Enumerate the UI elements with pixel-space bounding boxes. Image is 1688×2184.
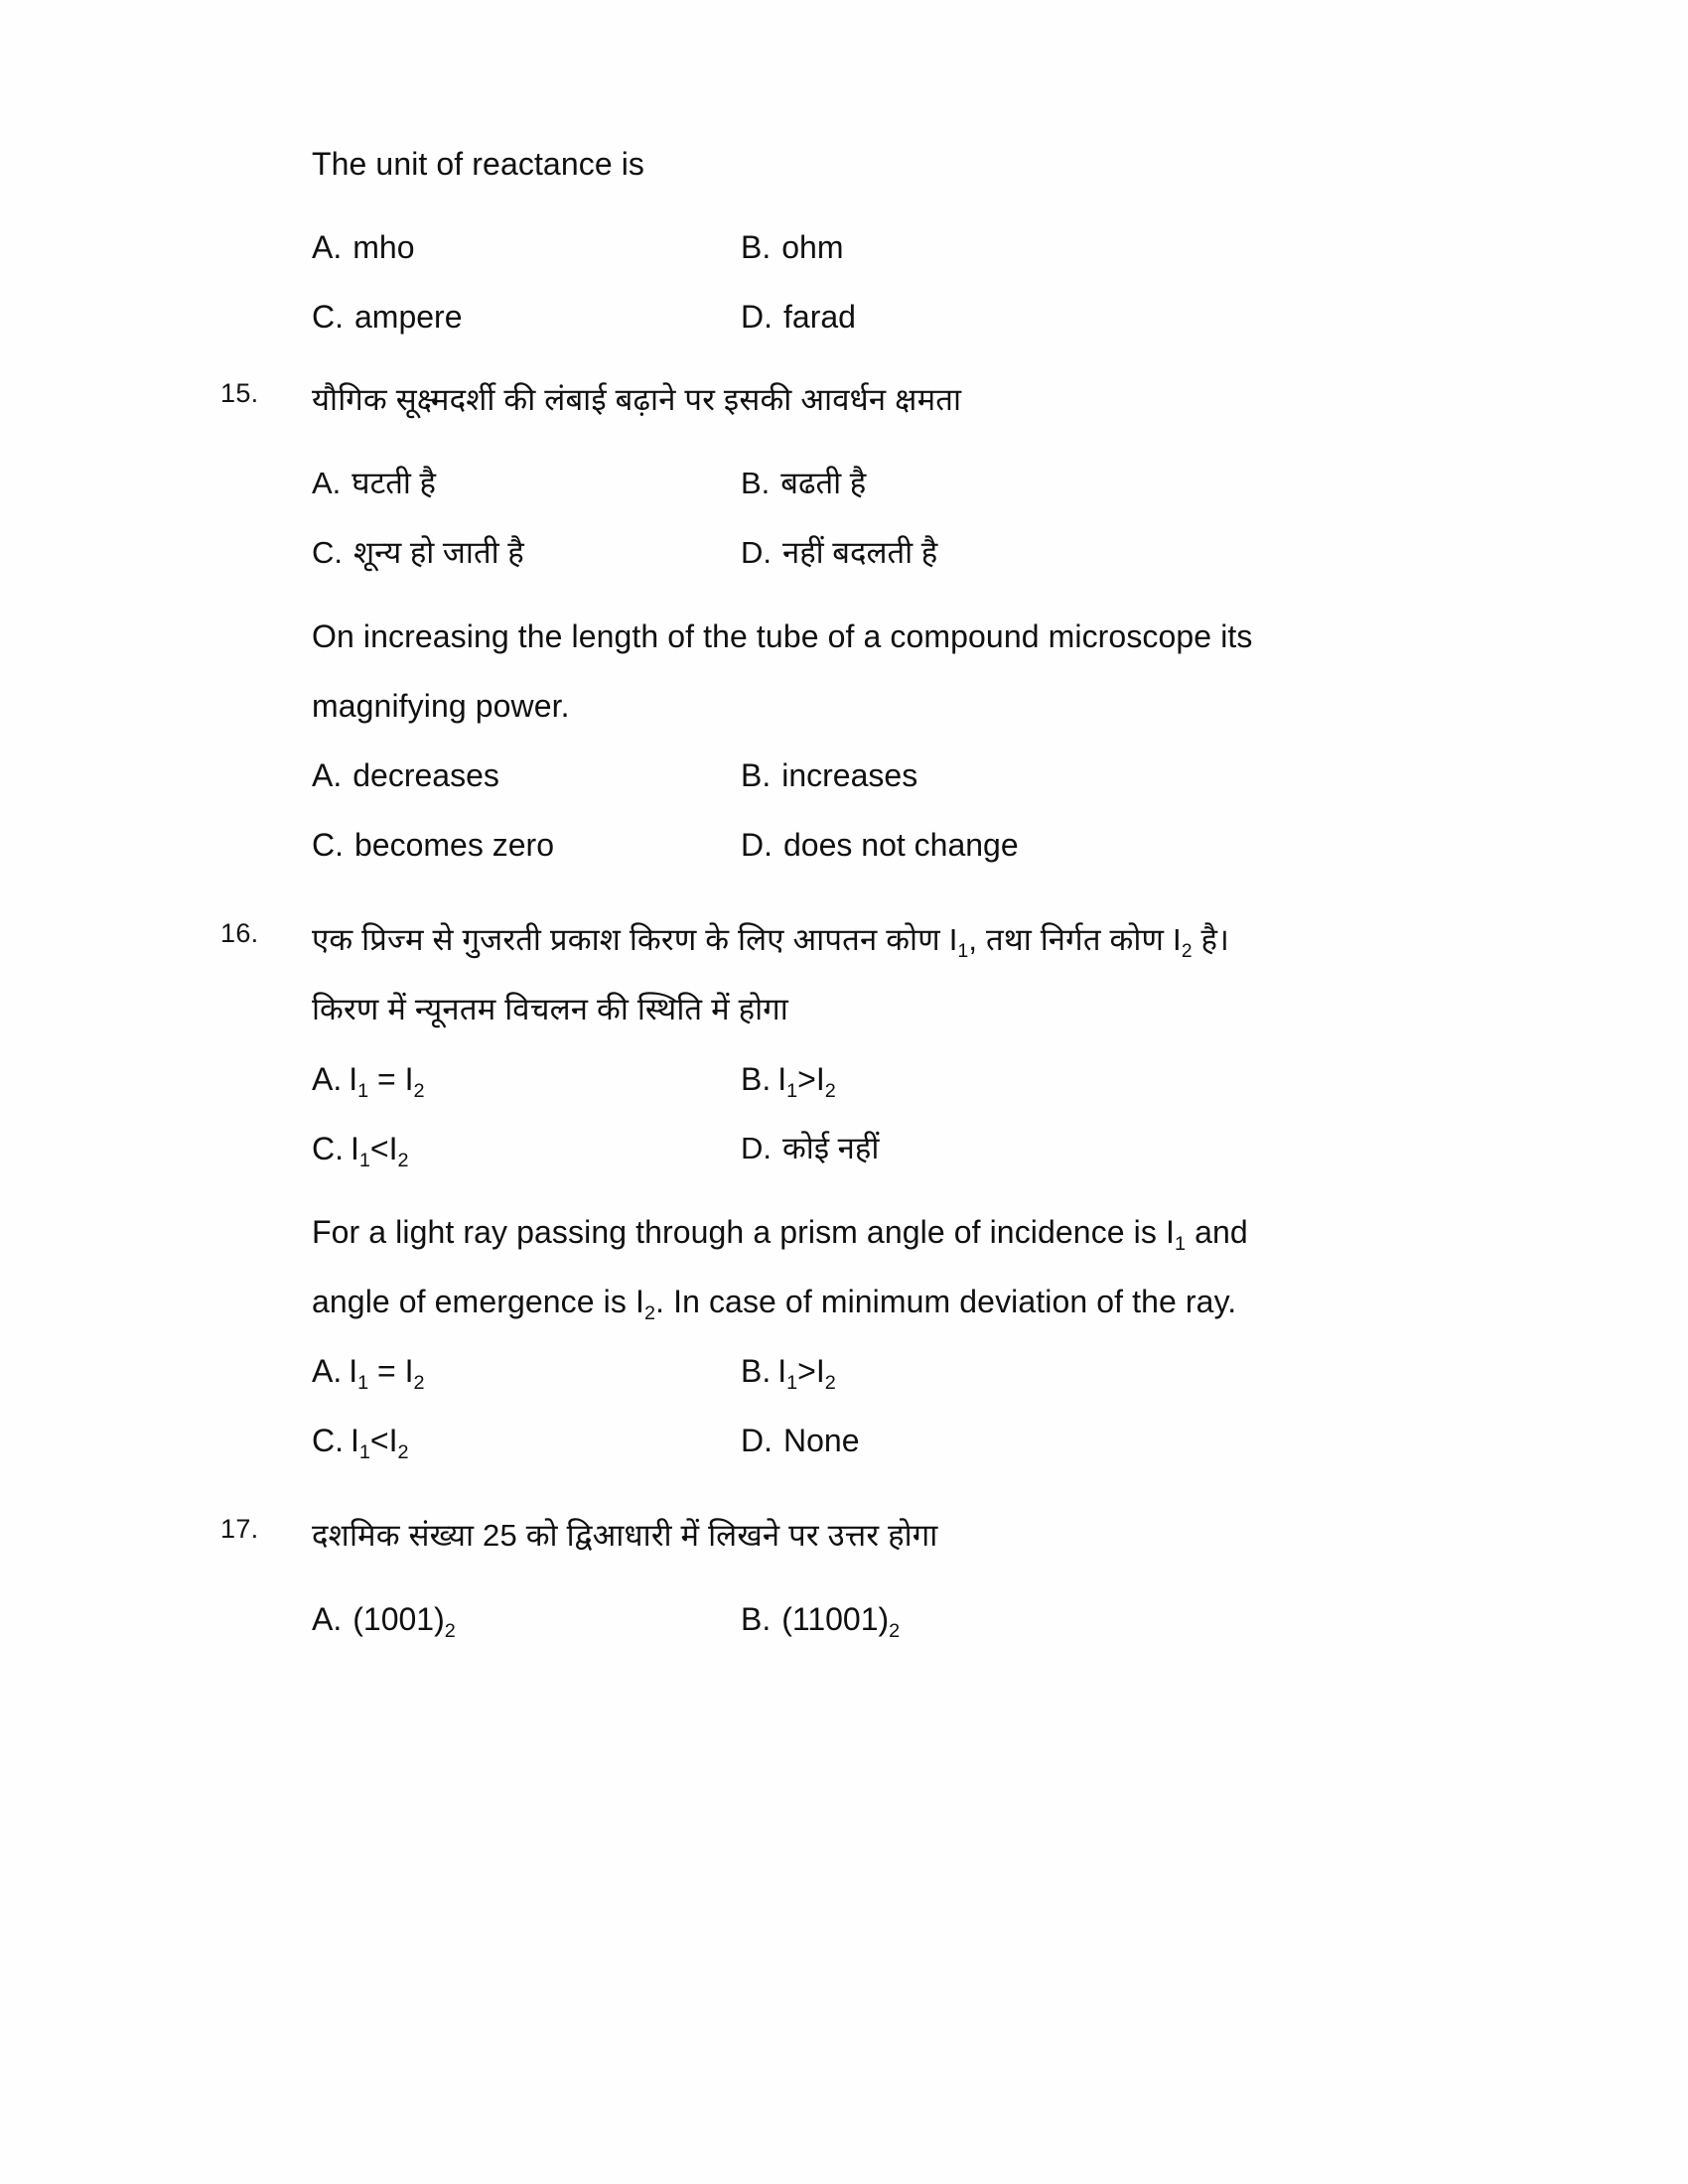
question-15-english-option-b-text: increases (781, 757, 918, 793)
option-a-text: mho (352, 229, 415, 265)
option-a-label: A. (312, 229, 343, 265)
question-15-hindi-option-b-text: बढती है (780, 466, 867, 500)
q16-hi-b-mid: >I (797, 1061, 825, 1097)
question-block-reactance (220, 129, 1531, 351)
q16-en-b-sub2: 2 (824, 1371, 836, 1394)
question-16-stem-english-line2 (312, 1267, 1531, 1336)
option-d-text: farad (783, 299, 856, 335)
q16-hi-a-sub1: 1 (357, 1079, 369, 1102)
question-15-hindi-option-row-ab (312, 449, 1531, 518)
q16-en-l2-part2: . In case of minimum deviation of the ray. (655, 1284, 1237, 1319)
question-16-english-option-row-cd (312, 1406, 1531, 1475)
question-15-hindi-option-d-label: D. (741, 535, 772, 570)
question-15-hindi-option-d-text: नहीं बदलती है (782, 535, 938, 570)
q16-en-b-mid: >I (797, 1353, 825, 1389)
q16-en-l1-sub: 1 (1174, 1232, 1187, 1255)
q16-en-l2-part1: angle of emergence is I (312, 1284, 644, 1319)
q16-en-l2-sub: 2 (643, 1301, 656, 1324)
q16-en-b-pre: I (777, 1353, 787, 1389)
q16-en-a-mid: = I (368, 1353, 414, 1389)
question-15-english-option-c-label: C. (312, 827, 344, 863)
question-15-stem-english-line2: magnifying power. (312, 688, 570, 724)
question-16-english-option-b[interactable] (741, 1336, 1531, 1406)
question-15-english-option-d-label: D. (741, 827, 773, 863)
question-17-option-b-label: B. (741, 1601, 772, 1637)
question-16-hindi-option-d[interactable] (741, 1114, 1531, 1183)
question-block-17 (220, 1501, 1531, 1654)
question-15-hindi-option-row-cd (312, 518, 1531, 588)
option-c[interactable] (312, 282, 741, 351)
question-15-english-option-c-text: becomes zero (354, 827, 554, 863)
question-16-number: 16. (220, 918, 259, 948)
question-15-english-option-d[interactable] (741, 810, 1531, 880)
q16-en-a-pre: I (349, 1353, 358, 1389)
q16-en-a-sub2: 2 (413, 1371, 425, 1394)
q16-hi-l1-part3: है। (1192, 922, 1230, 957)
question-16-english-option-d-label: D. (741, 1423, 773, 1458)
question-17-option-b[interactable] (741, 1584, 1531, 1654)
question-16-hindi-option-row-cd (312, 1114, 1531, 1183)
question-15-number: 15. (220, 378, 259, 408)
question-15-hindi-option-a-text: घटती है (352, 466, 437, 500)
q16-hi-c-sub2: 2 (397, 1149, 409, 1171)
q16-hi-b-pre: I (777, 1061, 787, 1097)
question-16-english-option-b-label: B. (741, 1353, 772, 1389)
question-15-english-option-a[interactable] (312, 741, 741, 810)
question-17-option-a-value: (1001) (352, 1601, 445, 1637)
question-15-stem-hindi: यौगिक सूक्ष्मदर्शी की लंबाई बढ़ाने पर इसकी आवर्धन क्षमता (312, 382, 962, 417)
question-16-stem-english-line1 (312, 1197, 1531, 1267)
q16-hi-l1-part1: एक प्रिज्म से गुजरती प्रकाश किरण के लिए आपतन कोण I (312, 922, 958, 957)
question-number (220, 129, 312, 133)
question-17-body (312, 1501, 1531, 1654)
question-block-16 (220, 905, 1531, 1475)
question-15-hindi-option-a[interactable] (312, 449, 741, 518)
question-15-hindi-option-b[interactable] (741, 449, 1531, 518)
q16-en-b-sub1: 1 (786, 1371, 798, 1394)
q16-en-a-sub1: 1 (357, 1371, 369, 1394)
question-17-stem-hindi: दशमिक संख्या 25 को द्विआधारी में लिखने पर उत्तर होगा (312, 1518, 938, 1553)
q16-hi-c-mid: <I (369, 1131, 398, 1166)
question-15-hindi-option-a-label: A. (312, 466, 342, 500)
option-c-text: ampere (354, 299, 463, 335)
question-16-stem-hindi-line2: किरण में न्यूनतम विचलन की स्थिति में होगा (312, 992, 788, 1026)
question-15-hindi-option-c-label: C. (312, 535, 343, 570)
question-16-body (312, 905, 1531, 1475)
q16-hi-a-sub2: 2 (413, 1079, 425, 1102)
question-17-option-b-sub: 2 (889, 1619, 901, 1642)
q16-hi-b-sub2: 2 (824, 1079, 836, 1102)
question-15-english-option-b-label: B. (741, 757, 772, 793)
question-16-english-option-c[interactable] (312, 1406, 741, 1475)
q16-hi-l1-sub2: 2 (1181, 940, 1193, 962)
q16-hi-c-pre: I (351, 1131, 359, 1166)
question-15-english-option-b[interactable] (741, 741, 1531, 810)
question-16-hindi-option-c-label: C. (312, 1131, 344, 1166)
question-16-english-option-a[interactable] (312, 1336, 741, 1406)
option-a[interactable] (312, 212, 741, 282)
question-15-english-option-c[interactable] (312, 810, 741, 880)
question-16-hindi-option-c[interactable] (312, 1114, 741, 1183)
question-15-stem-english-line1: On increasing the length of the tube of a compound microscope its (312, 618, 1253, 654)
q16-en-c-sub2: 2 (397, 1440, 409, 1463)
question-stem-english: The unit of reactance is (312, 146, 645, 182)
question-15-body (312, 365, 1531, 880)
question-16-stem-hindi-line1 (312, 905, 1531, 975)
question-16-english-option-d-text: None (783, 1423, 860, 1458)
question-15-hindi-option-d[interactable] (741, 518, 1531, 588)
q16-en-l1-part2: and (1186, 1214, 1248, 1250)
question-15-english-option-row-ab (312, 741, 1531, 810)
q16-hi-l1-part2: , तथा निर्गत कोण I (968, 922, 1182, 957)
option-d-label: D. (741, 299, 773, 335)
question-17-option-row-ab (312, 1584, 1531, 1654)
question-17-option-a-label: A. (312, 1601, 343, 1637)
question-block-15 (220, 365, 1531, 880)
question-17-number: 17. (220, 1514, 259, 1544)
q16-en-c-pre: I (351, 1423, 359, 1458)
question-16-hindi-option-b-label: B. (741, 1061, 772, 1097)
question-17-option-a[interactable] (312, 1584, 741, 1654)
q16-en-l1-part1: For a light ray passing through a prism angle of incidence is I (312, 1214, 1175, 1250)
option-b[interactable] (741, 212, 1531, 282)
question-16-hindi-option-a-label: A. (312, 1061, 343, 1097)
option-row-ab (312, 212, 1531, 282)
question-16-hindi-option-row-ab (312, 1044, 1531, 1114)
question-16-hindi-option-d-text: कोई नहीं (782, 1131, 880, 1165)
question-17-option-a-sub: 2 (444, 1619, 456, 1642)
question-15-hindi-option-c[interactable] (312, 518, 741, 588)
option-row-cd (312, 282, 1531, 351)
question-15-english-option-a-label: A. (312, 757, 343, 793)
q16-en-c-mid: <I (369, 1423, 398, 1458)
question-16-hindi-option-a[interactable] (312, 1044, 741, 1114)
q16-hi-c-sub1: 1 (358, 1149, 370, 1171)
question-15-english-option-a-text: decreases (352, 757, 499, 793)
q16-hi-a-pre: I (349, 1061, 358, 1097)
question-15-hindi-option-c-text: शून्य हो जाती है (353, 535, 524, 570)
q16-en-c-sub1: 1 (358, 1440, 370, 1463)
option-b-label: B. (741, 229, 772, 265)
question-17-option-b-value: (11001) (781, 1601, 890, 1637)
q16-hi-a-mid: = I (368, 1061, 414, 1097)
question-16-english-option-row-ab (312, 1336, 1531, 1406)
q16-hi-l1-sub1: 1 (957, 940, 969, 962)
option-b-text: ohm (781, 229, 844, 265)
question-16-english-option-c-label: C. (312, 1423, 344, 1458)
question-body (312, 129, 1531, 351)
option-d[interactable] (741, 282, 1531, 351)
question-15-english-option-row-cd (312, 810, 1531, 880)
question-15-english-option-d-text: does not change (783, 827, 1019, 863)
option-c-label: C. (312, 299, 344, 335)
question-16-english-option-d[interactable] (741, 1406, 1531, 1475)
question-16-hindi-option-d-label: D. (741, 1131, 772, 1165)
q16-hi-b-sub1: 1 (786, 1079, 798, 1102)
question-16-english-option-a-label: A. (312, 1353, 343, 1389)
question-15-hindi-option-b-label: B. (741, 466, 771, 500)
question-16-hindi-option-b[interactable] (741, 1044, 1531, 1114)
